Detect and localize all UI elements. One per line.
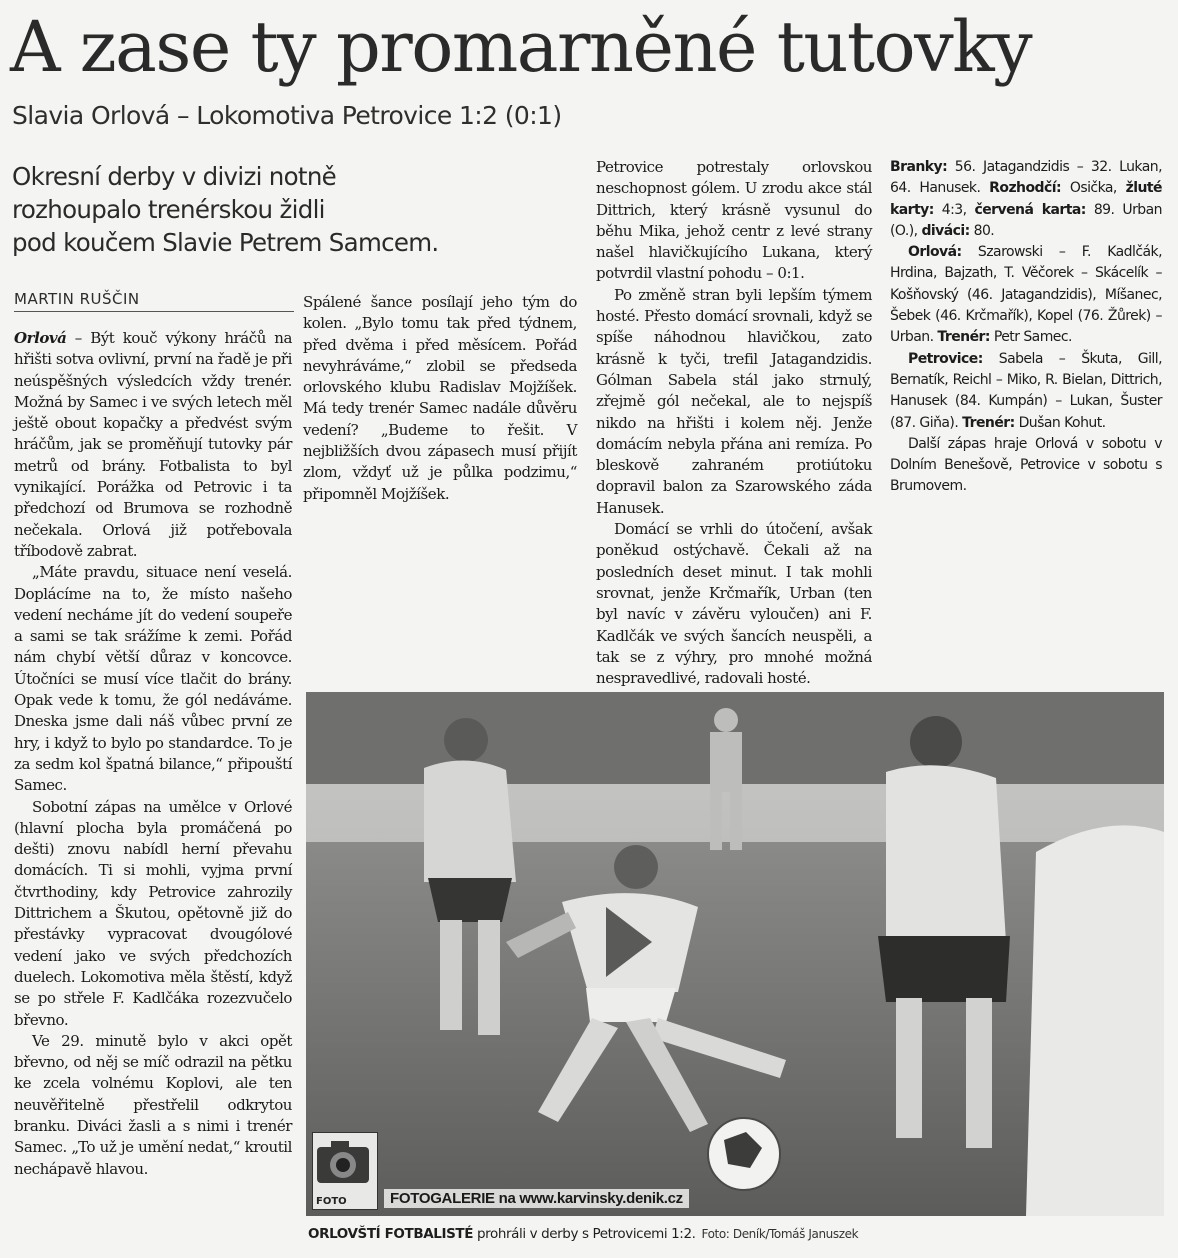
- player-foreground-edge: [1026, 825, 1164, 1216]
- match-subhead: Slavia Orlová – Lokomotiva Petrovice 1:2 (0:1): [12, 101, 562, 130]
- article-column-1: [14, 328, 292, 1253]
- stat-label: červená karta:: [974, 201, 1086, 218]
- photo-gallery-link[interactable]: FOTOGALERIE na www.karvinsky.denik.cz: [384, 1189, 689, 1208]
- article-paragraph: Sobotní zápas na umělce v Orlové (hlavní plocha byla promáčená po dešti) znovu nabídl herní převahu domácích. Ti si mohli, vyjma první čtvrthodiny, kdy Petrovice zahrozily Dittrichem a Škutou, opětovně již do přestávky vypracovat dvougólové vedení jako ve svých předchozích duelech. Lokomotiva měla štěstí, když se po střele F. Kadlčáka rozezvučelo břevno.: [14, 797, 292, 1029]
- photo-badge-label: FOTO: [316, 1196, 347, 1207]
- lede-line: Okresní derby v divizi notně: [12, 162, 337, 191]
- article-column-2: [303, 292, 577, 672]
- article-paragraph: Spálené šance posílají jeho tým do kolen. „Bylo tomu tak před týdnem, před dvěma i před měsícem. Pořád nevyhráváme,“ zlobil se předseda orlovského klubu Radislav Mojžíšek. Má tedy trenér Samec nadále důvěru vedení? „Budeme to řešit. V nejbližších dvou zápasech musí přijít zlom, vždyť už je půlka podzimu,“ připomněl Mojžíšek.: [303, 293, 577, 503]
- lede-line: pod koučem Slavie Petrem Samcem.: [12, 228, 439, 257]
- stat-label: Rozhodčí:: [989, 180, 1062, 197]
- article-paragraph: [14, 328, 292, 562]
- article-paragraph: Petrovice potrestaly orlovskou neschopnost gólem. U zrodu akce stál Dittrich, který krásně vysunul do běhu Mika, jehož centr z levé strany našel hlavičkujícího Lukana, který potvrdil vlastní pohodu – 0:1.: [596, 158, 872, 283]
- stat-value: 4:3,: [933, 201, 975, 218]
- stat-value: Petr Samec.: [989, 329, 1072, 346]
- stats-orlova-lineup: [890, 242, 1162, 348]
- stat-value: Sabela – Škuta, Gill, Bernatík, Reichl – Miko, R. Bielan, Dittrich, Hanusek (84. Kumpán) – Lukan, Šuster (87. Giňa).: [890, 350, 1162, 431]
- stat-label: Branky:: [890, 159, 948, 175]
- stat-label: Petrovice:: [908, 350, 983, 367]
- photo-badge: [312, 1132, 378, 1210]
- next-match: Další zápas hraje Orlová v sobotu v Dolním Benešově, Petrovice v sobotu s Brumovem.: [890, 435, 1162, 495]
- stat-label: Trenér:: [962, 414, 1015, 431]
- stat-value: Dušan Kohut.: [1014, 414, 1106, 431]
- camera-icon: [313, 1133, 373, 1191]
- stat-value: Szarowski – F. Kadlčák, Hrdina, Bajzath, T. Věčorek – Skácelík – Košňovský (46. Jatagandzidis), Míšanec, Šebek (46. Krčmařík), Kopel (76. Žůrek) – Urban.: [890, 244, 1162, 346]
- photo-credit: Foto: Deník/Tomáš Januszek: [701, 1227, 859, 1241]
- stat-label: diváci:: [921, 222, 970, 239]
- match-photo: [306, 692, 1164, 1216]
- article-paragraph: „Máte pravdu, situace není veselá. Doplácíme na to, že místo našeho vedení necháme jít do vedení soupeře a sami se tak srážíme k zemi. Pořád nám chybí větší důraz v koncovce. Útočníci se musí více tlačit do brány. Opak vede k tomu, že gól nedáváme. Dneska jsme dali náš vůbec první ze hry, i když to bylo po standardce. To je za sedm kol špatná bilance,“ připouští Samec.: [14, 563, 292, 795]
- caption-bold: ORLOVŠTÍ FOTBALISTÉ: [308, 1226, 474, 1242]
- football-scene: [306, 692, 1164, 1216]
- stat-value: Osička,: [1061, 180, 1126, 197]
- paragraph-text: – Být kouč výkony hráčů na hřišti sotva ovlivní, první na řadě je při neúspěšných výsledcích vždy trenér. Možná by Samec i ve svých letech měl ještě obout kopačky a předvést svým hráčům, jak se proměňují tutovky pár metrů od brány. Fotbalista to byl vynikající. Porážka od Petrovic i ta předchozí od Brumova se rozhodně nečekala. Orlová již potřebovala tříbodově zabrat.: [14, 329, 292, 560]
- stat-value: 56. Jatagandzidis – 32. Lukan, 64. Hanusek.: [890, 159, 1162, 197]
- article-paragraph: Po změně stran byli lepším týmem hosté. Přesto domácí srovnali, když se spíše náhodnou hlavičkou, zato krásně k tyči, trefil Jatagandzidis. Gólman Sabela stál jako strnulý, zřejmě gól nečekal, ale to nejspíš nikdo na hřišti i kolem něj. Jenže domácím nebyla přána ani remíza. Po bleskově zahraném protiútoku dopravil balon za Szarowského záda Hanusek.: [596, 285, 872, 517]
- article-paragraph: Domácí se vrhli do útočení, avšak poněkud ostýchavě. Čekali až na posledních deset minut. I tak mohli srovnat, jenže Krčmařík, Urban (ten byl navíc v závěru vyloučen) ani F. Kadlčák ve svých šancích neuspěli, a tak se z výhry, pro mnohé možná nespravedlivé, radovali hosté.: [596, 520, 872, 688]
- stat-label: žluté karty:: [890, 180, 1162, 218]
- stats-goals: [890, 157, 1162, 242]
- byline: MARTIN RUŠČIN: [14, 290, 294, 312]
- dateline: Orlová: [14, 329, 67, 347]
- headline: A zase ty promarněné tutovky: [10, 6, 1032, 88]
- stat-value: 89. Urban (O.),: [890, 201, 1162, 239]
- match-stats-column: [890, 157, 1162, 677]
- lede: [12, 160, 582, 259]
- stats-petrovice-lineup: [890, 349, 1162, 434]
- photo-caption: [308, 1224, 858, 1244]
- caption-text: prohráli v derby s Petrovicemi 1:2.: [473, 1226, 696, 1242]
- stat-label: Trenér:: [937, 329, 990, 346]
- lede-line: rozhoupalo trenérskou židli: [12, 195, 325, 224]
- stat-label: Orlová:: [908, 244, 962, 261]
- stat-value: 80.: [969, 222, 995, 239]
- article-column-3: [596, 157, 872, 688]
- article-paragraph: Ve 29. minutě bylo v akci opět břevno, od něj se míč odrazil na pětku ke zcela volnému Koplovi, ale ten neuvěřitelně přestřelil odkrytou branku. Diváci žasli a s nimi i trenér Samec. „To už je umění nedat,“ kroutil nechápavě hlavou.: [14, 1031, 292, 1178]
